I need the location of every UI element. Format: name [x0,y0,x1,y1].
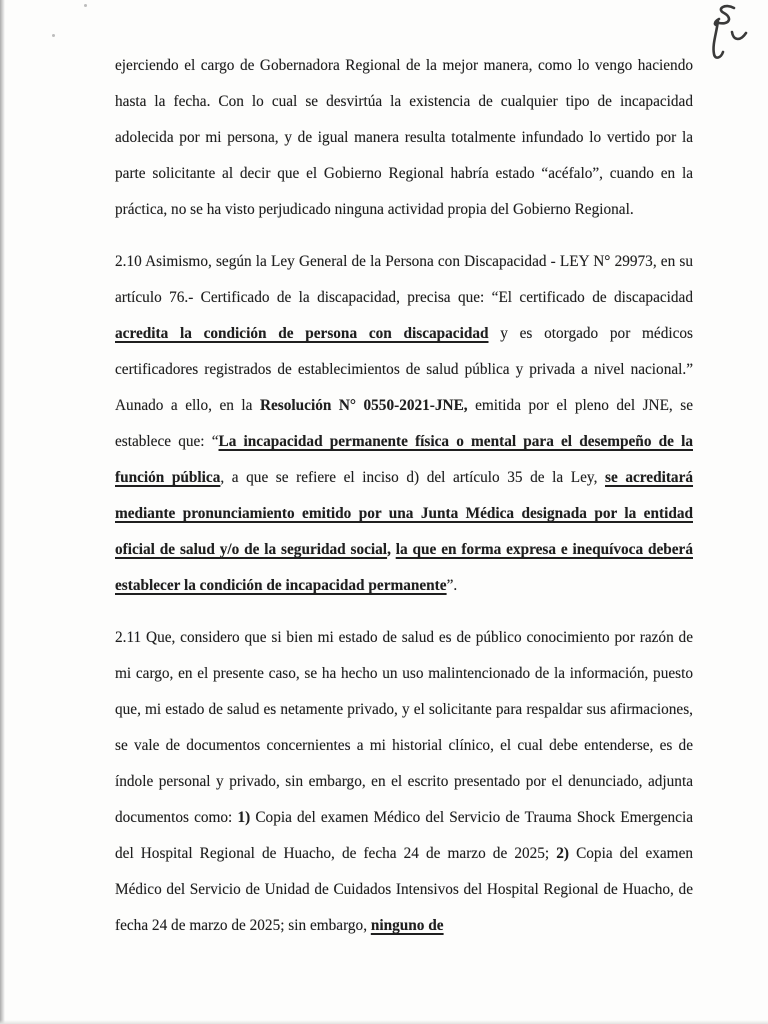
document-text-block [115,48,693,960]
text-run: 2.11 Que, considero que si bien mi estado de salud es de público conocimiento por razón de mi cargo, en el presente caso, se ha hecho un uso malintencionado de la información, puesto que, mi estado de salud es netamente privado, y el solicitante para respaldar sus afirmaciones, se vale de documentos concernientes a mi historial clínico, el cual debe entenderse, es de índole personal y privado, sin embargo, en el escrito presentado por el denunciado, adjunta documentos como: [115,629,693,826]
text-run: ejerciendo el cargo de Gobernadora Regional de la mejor manera, como lo vengo haciendo hasta la fecha. Con lo cual se desvirtúa la existencia de cualquier tipo de incapacidad adolecida por mi persona, y de igual manera resulta totalmente infundado lo vertido por la parte solicitante al decir que el Gobierno Regional habría estado “acéfalo”, cuando en la práctica, no se ha visto perjudicado ninguna actividad propia del Gobierno Regional. [115,57,693,218]
text-run: , a que se refiere el inciso d) del artículo 35 de la Ley, [220,469,605,486]
paragraph-2-10 [115,244,693,604]
text-run: emitida por el pleno del JNE, se establece que: “ [115,397,693,450]
scan-edge-left [0,0,5,1024]
paragraph-2-11 [115,620,693,944]
text-run: 1) [237,809,251,826]
text-run: La incapacidad permanente física o mental para el desempeño de la función pública [115,433,693,486]
text-run: Resolución N° 0550-2021-JNE, [259,397,468,414]
text-run: 2) [556,845,569,862]
text-run: 2.10 Asimismo, según la Ley General de la Persona con Discapacidad - LEY N° 29973, en su artículo 76.- Certificado de la discapacidad, precisa que: “El certificado de discapacidad [115,253,693,306]
scan-speck [84,4,87,7]
text-run: , [387,541,396,558]
text-run: acredita la condición de persona con discapacidad [115,325,489,342]
text-run: y es otorgado por médicos certificadores registrados de establecimientos de salud pública y privada a nivel nacional.” Aunado a ello, en la [115,325,693,414]
text-run: la que en forma expresa e inequívoca deberá establecer la condición de incapacidad permanente [115,541,693,594]
text-run: se acreditará mediante pronunciamiento emitido por una Junta Médica designada por la entidad oficial de salud y/o de la seguridad social [115,469,694,558]
text-run: ninguno de [370,917,444,934]
scan-edge-bottom [0,1020,768,1024]
text-run: Copia del examen Médico del Servicio de Trauma Shock Emergencia del Hospital Regional de Huacho, de fecha 24 de marzo de 2025; [115,809,693,862]
handwritten-scribble-icon [692,3,748,73]
paragraph-body-continuation [115,48,693,228]
text-run: Copia del examen Médico del Servicio de Unidad de Cuidados Intensivos del Hospital Regional de Huacho, de fecha 24 de marzo de 2025; sin embargo, [115,845,694,934]
scan-speck [52,34,55,37]
text-run: ”. [446,577,458,594]
